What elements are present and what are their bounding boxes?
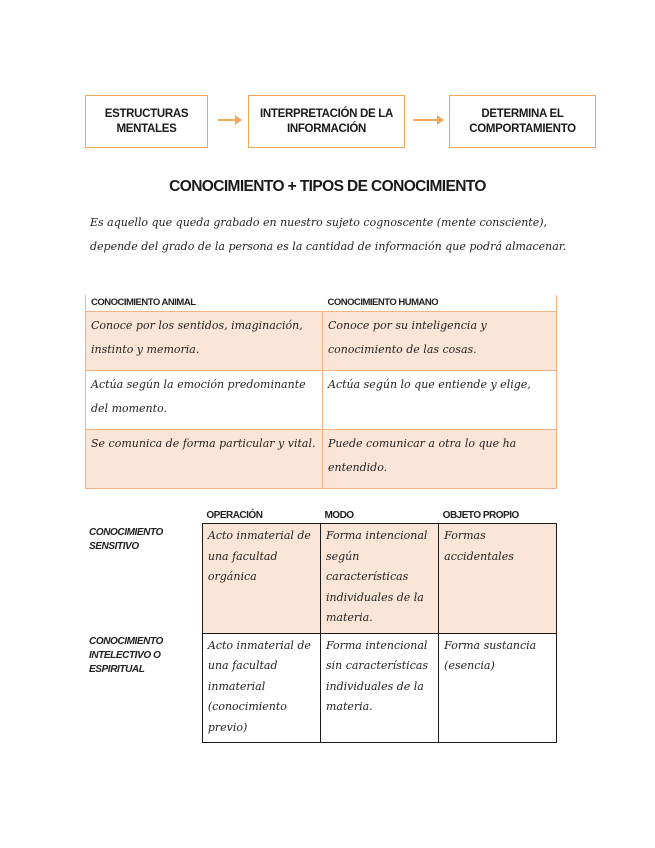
table-cell: Acto inmaterial de una facultad orgánica [202,524,320,634]
table-cell: Acto inmaterial de una facultad inmaterial (conocimiento previo) [202,633,320,743]
table-row [85,633,557,743]
row-header: CONOCIMIENTO INTELECTIVO O ESPIRITUAL [89,636,163,675]
table-row [85,524,557,634]
flow-box-comportamiento [449,95,596,148]
comparison-table [85,295,557,489]
table-row [86,312,557,371]
arrow-right-icon [218,119,241,121]
column-header: CONOCIMIENTO ANIMAL [86,295,323,312]
table-row [86,371,557,430]
flow-box-label: INTERPRETACIÓN DE LA INFORMACIÓN [259,107,394,135]
table-cell: Forma intencional sin características individuales de la materia. [320,633,438,743]
table-row [86,430,557,489]
table-cell: Puede comunicar a otra lo que ha entendido. [323,430,557,489]
blank-header [85,508,202,524]
flow-box-interpretacion [248,95,405,148]
table-cell: Se comunica de forma particular y vital. [86,430,323,489]
page-title: CONOCIMIENTO + TIPOS DE CONOCIMIENTO [169,178,486,195]
knowledge-types-table [85,508,557,743]
column-header: CONOCIMIENTO HUMANO [323,295,557,312]
flow-box-label: ESTRUCTURAS MENTALES [104,107,189,135]
column-header: OPERACIÓN [202,508,320,524]
intro-paragraph: Es aquello que queda grabado en nuestro sujeto cognoscente (mente consciente), depende del grado de la persona es la cantidad de información que podrá almacenar. [90,216,567,253]
table-cell: Forma sustancia (esencia) [439,633,557,743]
table-cell: Forma intencional según características individuales de la materia. [320,524,438,634]
process-flow [0,95,655,151]
table-cell: Formas accidentales [439,524,557,634]
column-header: OBJETO PROPIO [439,508,557,524]
table-header-row [85,508,557,524]
column-header: MODO [320,508,438,524]
table-cell: Conoce por los sentidos, imaginación, instinto y memoria. [86,312,323,371]
flow-box-label: DETERMINA EL COMPORTAMIENTO [469,107,576,135]
table-cell: Actúa según lo que entiende y elige, [323,371,557,430]
row-header: CONOCIMIENTO SENSITIVO [89,526,163,552]
table-header-row [86,295,557,312]
flow-box-estructuras [85,95,208,148]
table-cell: Conoce por su inteligencia y conocimiento de las cosas. [323,312,557,371]
table-cell: Actúa según la emoción predominante del momento. [86,371,323,430]
arrow-right-icon [413,119,443,121]
